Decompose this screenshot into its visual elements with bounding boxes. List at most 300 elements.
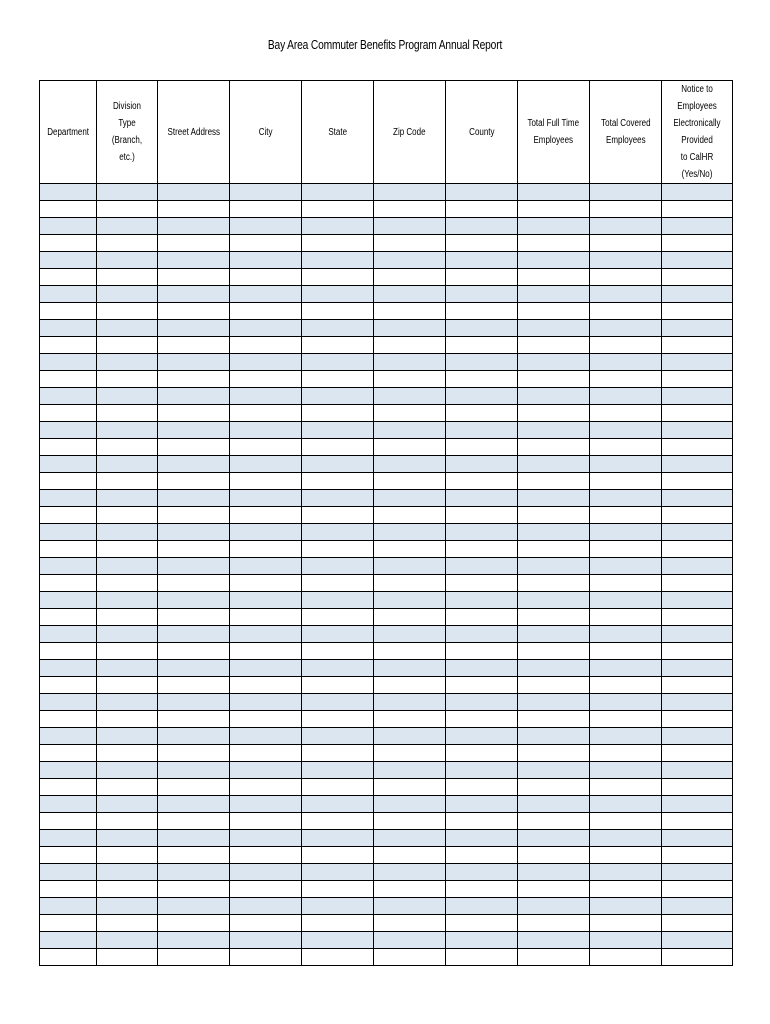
table-cell[interactable] (662, 541, 733, 558)
table-cell[interactable] (374, 762, 446, 779)
table-cell[interactable] (374, 303, 446, 320)
table-cell[interactable] (158, 643, 230, 660)
table-cell[interactable] (374, 864, 446, 881)
table-cell[interactable] (302, 269, 374, 286)
table-cell[interactable] (40, 932, 97, 949)
table-cell[interactable] (158, 201, 230, 218)
table-cell[interactable] (40, 371, 97, 388)
table-cell[interactable] (40, 473, 97, 490)
table-cell[interactable] (590, 830, 662, 847)
table-cell[interactable] (230, 762, 302, 779)
table-cell[interactable] (230, 575, 302, 592)
table-cell[interactable] (230, 847, 302, 864)
table-cell[interactable] (662, 388, 733, 405)
table-cell[interactable] (97, 371, 158, 388)
table-cell[interactable] (662, 507, 733, 524)
table-cell[interactable] (158, 864, 230, 881)
table-cell[interactable] (662, 337, 733, 354)
table-cell[interactable] (302, 592, 374, 609)
table-cell[interactable] (230, 677, 302, 694)
table-cell[interactable] (518, 830, 590, 847)
table-cell[interactable] (518, 677, 590, 694)
table-cell[interactable] (230, 184, 302, 201)
table-cell[interactable] (590, 337, 662, 354)
table-cell[interactable] (590, 524, 662, 541)
table-cell[interactable] (302, 864, 374, 881)
table-cell[interactable] (374, 881, 446, 898)
table-cell[interactable] (518, 286, 590, 303)
table-cell[interactable] (446, 524, 518, 541)
table-cell[interactable] (518, 660, 590, 677)
table-cell[interactable] (518, 711, 590, 728)
table-cell[interactable] (40, 541, 97, 558)
table-cell[interactable] (374, 507, 446, 524)
table-cell[interactable] (40, 303, 97, 320)
table-cell[interactable] (40, 405, 97, 422)
table-cell[interactable] (446, 507, 518, 524)
table-cell[interactable] (158, 473, 230, 490)
table-cell[interactable] (40, 558, 97, 575)
table-cell[interactable] (230, 592, 302, 609)
table-cell[interactable] (590, 864, 662, 881)
table-cell[interactable] (40, 609, 97, 626)
table-cell[interactable] (40, 218, 97, 235)
table-cell[interactable] (446, 388, 518, 405)
table-cell[interactable] (158, 677, 230, 694)
table-cell[interactable] (230, 252, 302, 269)
table-cell[interactable] (40, 575, 97, 592)
table-cell[interactable] (158, 558, 230, 575)
table-cell[interactable] (97, 541, 158, 558)
table-cell[interactable] (374, 745, 446, 762)
table-cell[interactable] (230, 694, 302, 711)
table-cell[interactable] (158, 660, 230, 677)
table-cell[interactable] (374, 626, 446, 643)
table-cell[interactable] (662, 711, 733, 728)
table-cell[interactable] (230, 779, 302, 796)
table-cell[interactable] (40, 711, 97, 728)
table-cell[interactable] (158, 796, 230, 813)
table-cell[interactable] (446, 456, 518, 473)
table-cell[interactable] (158, 728, 230, 745)
table-cell[interactable] (230, 201, 302, 218)
table-cell[interactable] (230, 898, 302, 915)
table-cell[interactable] (158, 745, 230, 762)
table-cell[interactable] (302, 303, 374, 320)
table-cell[interactable] (590, 949, 662, 966)
table-cell[interactable] (97, 830, 158, 847)
table-cell[interactable] (302, 881, 374, 898)
table-cell[interactable] (662, 456, 733, 473)
table-cell[interactable] (590, 711, 662, 728)
table-cell[interactable] (40, 354, 97, 371)
table-cell[interactable] (446, 779, 518, 796)
table-cell[interactable] (230, 745, 302, 762)
table-cell[interactable] (40, 269, 97, 286)
table-cell[interactable] (662, 677, 733, 694)
table-cell[interactable] (518, 507, 590, 524)
table-cell[interactable] (158, 490, 230, 507)
table-cell[interactable] (97, 711, 158, 728)
table-cell[interactable] (446, 252, 518, 269)
table-cell[interactable] (40, 881, 97, 898)
table-cell[interactable] (40, 320, 97, 337)
table-cell[interactable] (40, 796, 97, 813)
table-cell[interactable] (662, 864, 733, 881)
table-cell[interactable] (302, 932, 374, 949)
table-cell[interactable] (158, 847, 230, 864)
table-cell[interactable] (97, 388, 158, 405)
table-cell[interactable] (446, 864, 518, 881)
table-cell[interactable] (230, 269, 302, 286)
table-cell[interactable] (374, 660, 446, 677)
table-cell[interactable] (590, 473, 662, 490)
table-cell[interactable] (158, 235, 230, 252)
table-cell[interactable] (230, 354, 302, 371)
table-cell[interactable] (40, 745, 97, 762)
table-cell[interactable] (302, 439, 374, 456)
table-cell[interactable] (446, 813, 518, 830)
table-cell[interactable] (302, 524, 374, 541)
table-cell[interactable] (302, 762, 374, 779)
table-cell[interactable] (446, 847, 518, 864)
table-cell[interactable] (374, 456, 446, 473)
table-cell[interactable] (590, 184, 662, 201)
table-cell[interactable] (230, 320, 302, 337)
table-cell[interactable] (662, 796, 733, 813)
table-cell[interactable] (446, 422, 518, 439)
table-cell[interactable] (230, 439, 302, 456)
table-cell[interactable] (518, 643, 590, 660)
table-cell[interactable] (518, 847, 590, 864)
table-cell[interactable] (230, 286, 302, 303)
table-cell[interactable] (662, 898, 733, 915)
table-cell[interactable] (97, 303, 158, 320)
table-cell[interactable] (446, 286, 518, 303)
table-cell[interactable] (158, 575, 230, 592)
table-cell[interactable] (446, 898, 518, 915)
table-cell[interactable] (662, 524, 733, 541)
table-cell[interactable] (446, 830, 518, 847)
table-cell[interactable] (374, 677, 446, 694)
table-cell[interactable] (158, 711, 230, 728)
table-cell[interactable] (302, 915, 374, 932)
table-cell[interactable] (40, 813, 97, 830)
table-cell[interactable] (97, 490, 158, 507)
table-cell[interactable] (97, 660, 158, 677)
table-cell[interactable] (158, 694, 230, 711)
table-cell[interactable] (590, 269, 662, 286)
table-cell[interactable] (40, 286, 97, 303)
table-cell[interactable] (40, 388, 97, 405)
table-cell[interactable] (302, 252, 374, 269)
table-cell[interactable] (97, 626, 158, 643)
table-cell[interactable] (590, 660, 662, 677)
table-cell[interactable] (97, 269, 158, 286)
table-cell[interactable] (446, 592, 518, 609)
table-cell[interactable] (97, 252, 158, 269)
table-cell[interactable] (518, 558, 590, 575)
table-cell[interactable] (97, 456, 158, 473)
table-cell[interactable] (230, 830, 302, 847)
table-cell[interactable] (374, 371, 446, 388)
table-cell[interactable] (374, 779, 446, 796)
table-cell[interactable] (230, 524, 302, 541)
table-cell[interactable] (97, 932, 158, 949)
table-cell[interactable] (97, 439, 158, 456)
table-cell[interactable] (590, 575, 662, 592)
table-cell[interactable] (230, 728, 302, 745)
table-cell[interactable] (302, 473, 374, 490)
table-cell[interactable] (374, 643, 446, 660)
table-cell[interactable] (374, 847, 446, 864)
table-cell[interactable] (302, 337, 374, 354)
table-cell[interactable] (158, 184, 230, 201)
table-cell[interactable] (446, 439, 518, 456)
table-cell[interactable] (302, 354, 374, 371)
table-cell[interactable] (302, 507, 374, 524)
table-cell[interactable] (590, 558, 662, 575)
table-cell[interactable] (590, 592, 662, 609)
table-cell[interactable] (590, 898, 662, 915)
table-cell[interactable] (302, 779, 374, 796)
table-cell[interactable] (590, 252, 662, 269)
table-cell[interactable] (302, 541, 374, 558)
table-cell[interactable] (374, 388, 446, 405)
table-cell[interactable] (518, 864, 590, 881)
table-cell[interactable] (662, 252, 733, 269)
table-cell[interactable] (590, 813, 662, 830)
table-cell[interactable] (446, 354, 518, 371)
table-cell[interactable] (374, 575, 446, 592)
table-cell[interactable] (97, 558, 158, 575)
table-cell[interactable] (40, 728, 97, 745)
table-cell[interactable] (158, 915, 230, 932)
table-cell[interactable] (662, 354, 733, 371)
table-cell[interactable] (97, 779, 158, 796)
table-cell[interactable] (374, 201, 446, 218)
table-cell[interactable] (158, 830, 230, 847)
table-cell[interactable] (374, 184, 446, 201)
table-cell[interactable] (158, 371, 230, 388)
table-cell[interactable] (446, 184, 518, 201)
table-cell[interactable] (302, 456, 374, 473)
table-cell[interactable] (302, 422, 374, 439)
table-cell[interactable] (446, 541, 518, 558)
table-cell[interactable] (518, 626, 590, 643)
table-cell[interactable] (230, 915, 302, 932)
table-cell[interactable] (590, 354, 662, 371)
table-cell[interactable] (230, 218, 302, 235)
table-cell[interactable] (662, 201, 733, 218)
table-cell[interactable] (40, 422, 97, 439)
table-cell[interactable] (374, 592, 446, 609)
table-cell[interactable] (97, 847, 158, 864)
table-cell[interactable] (158, 456, 230, 473)
table-cell[interactable] (158, 779, 230, 796)
table-cell[interactable] (446, 949, 518, 966)
table-cell[interactable] (230, 711, 302, 728)
table-cell[interactable] (374, 269, 446, 286)
table-cell[interactable] (518, 541, 590, 558)
table-cell[interactable] (590, 422, 662, 439)
table-cell[interactable] (446, 320, 518, 337)
table-cell[interactable] (97, 422, 158, 439)
table-cell[interactable] (230, 864, 302, 881)
table-cell[interactable] (446, 711, 518, 728)
table-cell[interactable] (158, 592, 230, 609)
table-cell[interactable] (662, 490, 733, 507)
table-cell[interactable] (662, 626, 733, 643)
table-cell[interactable] (230, 422, 302, 439)
table-cell[interactable] (230, 473, 302, 490)
table-cell[interactable] (97, 609, 158, 626)
table-cell[interactable] (446, 915, 518, 932)
table-cell[interactable] (97, 864, 158, 881)
table-cell[interactable] (230, 507, 302, 524)
table-cell[interactable] (662, 915, 733, 932)
table-cell[interactable] (518, 813, 590, 830)
table-cell[interactable] (446, 932, 518, 949)
table-cell[interactable] (158, 881, 230, 898)
table-cell[interactable] (374, 915, 446, 932)
table-cell[interactable] (302, 796, 374, 813)
table-cell[interactable] (158, 507, 230, 524)
table-cell[interactable] (302, 405, 374, 422)
table-cell[interactable] (302, 609, 374, 626)
table-cell[interactable] (40, 660, 97, 677)
table-cell[interactable] (662, 473, 733, 490)
table-cell[interactable] (446, 745, 518, 762)
table-cell[interactable] (158, 388, 230, 405)
table-cell[interactable] (40, 677, 97, 694)
table-cell[interactable] (230, 881, 302, 898)
table-cell[interactable] (230, 456, 302, 473)
table-cell[interactable] (374, 830, 446, 847)
table-cell[interactable] (374, 422, 446, 439)
table-cell[interactable] (446, 762, 518, 779)
table-cell[interactable] (446, 201, 518, 218)
table-cell[interactable] (40, 235, 97, 252)
table-cell[interactable] (40, 915, 97, 932)
table-cell[interactable] (302, 898, 374, 915)
table-cell[interactable] (590, 728, 662, 745)
table-cell[interactable] (158, 541, 230, 558)
table-cell[interactable] (97, 745, 158, 762)
table-cell[interactable] (446, 728, 518, 745)
table-cell[interactable] (662, 320, 733, 337)
table-cell[interactable] (590, 218, 662, 235)
table-cell[interactable] (662, 694, 733, 711)
table-cell[interactable] (374, 813, 446, 830)
table-cell[interactable] (590, 286, 662, 303)
table-cell[interactable] (518, 371, 590, 388)
table-cell[interactable] (662, 405, 733, 422)
table-cell[interactable] (97, 320, 158, 337)
table-cell[interactable] (230, 371, 302, 388)
table-cell[interactable] (662, 762, 733, 779)
table-cell[interactable] (302, 286, 374, 303)
table-cell[interactable] (40, 949, 97, 966)
table-cell[interactable] (302, 711, 374, 728)
table-cell[interactable] (158, 218, 230, 235)
table-cell[interactable] (302, 201, 374, 218)
table-cell[interactable] (97, 405, 158, 422)
table-cell[interactable] (590, 388, 662, 405)
table-cell[interactable] (158, 303, 230, 320)
table-cell[interactable] (662, 575, 733, 592)
table-cell[interactable] (302, 575, 374, 592)
table-cell[interactable] (230, 949, 302, 966)
table-cell[interactable] (40, 864, 97, 881)
table-cell[interactable] (662, 303, 733, 320)
table-cell[interactable] (446, 796, 518, 813)
table-cell[interactable] (230, 796, 302, 813)
table-cell[interactable] (518, 320, 590, 337)
table-cell[interactable] (374, 354, 446, 371)
table-cell[interactable] (590, 779, 662, 796)
table-cell[interactable] (302, 694, 374, 711)
table-cell[interactable] (302, 218, 374, 235)
table-cell[interactable] (97, 184, 158, 201)
table-cell[interactable] (374, 932, 446, 949)
table-cell[interactable] (302, 371, 374, 388)
table-cell[interactable] (518, 728, 590, 745)
table-cell[interactable] (302, 813, 374, 830)
table-cell[interactable] (446, 881, 518, 898)
table-cell[interactable] (518, 354, 590, 371)
table-cell[interactable] (590, 745, 662, 762)
table-cell[interactable] (374, 490, 446, 507)
table-cell[interactable] (590, 303, 662, 320)
table-cell[interactable] (590, 932, 662, 949)
table-cell[interactable] (374, 439, 446, 456)
table-cell[interactable] (518, 439, 590, 456)
table-cell[interactable] (374, 235, 446, 252)
table-cell[interactable] (302, 490, 374, 507)
table-cell[interactable] (662, 830, 733, 847)
table-cell[interactable] (446, 490, 518, 507)
table-cell[interactable] (446, 405, 518, 422)
table-cell[interactable] (662, 269, 733, 286)
table-cell[interactable] (518, 762, 590, 779)
table-cell[interactable] (302, 728, 374, 745)
table-cell[interactable] (662, 439, 733, 456)
table-cell[interactable] (518, 405, 590, 422)
table-cell[interactable] (662, 592, 733, 609)
table-cell[interactable] (590, 847, 662, 864)
table-cell[interactable] (518, 473, 590, 490)
table-cell[interactable] (40, 456, 97, 473)
table-cell[interactable] (302, 626, 374, 643)
table-cell[interactable] (518, 269, 590, 286)
table-cell[interactable] (40, 898, 97, 915)
table-cell[interactable] (230, 303, 302, 320)
table-cell[interactable] (158, 609, 230, 626)
table-cell[interactable] (374, 337, 446, 354)
table-cell[interactable] (590, 694, 662, 711)
table-cell[interactable] (590, 456, 662, 473)
table-cell[interactable] (158, 422, 230, 439)
table-cell[interactable] (446, 235, 518, 252)
table-cell[interactable] (590, 541, 662, 558)
table-cell[interactable] (97, 694, 158, 711)
table-cell[interactable] (302, 558, 374, 575)
table-cell[interactable] (374, 609, 446, 626)
table-cell[interactable] (446, 694, 518, 711)
table-cell[interactable] (40, 643, 97, 660)
table-cell[interactable] (230, 626, 302, 643)
